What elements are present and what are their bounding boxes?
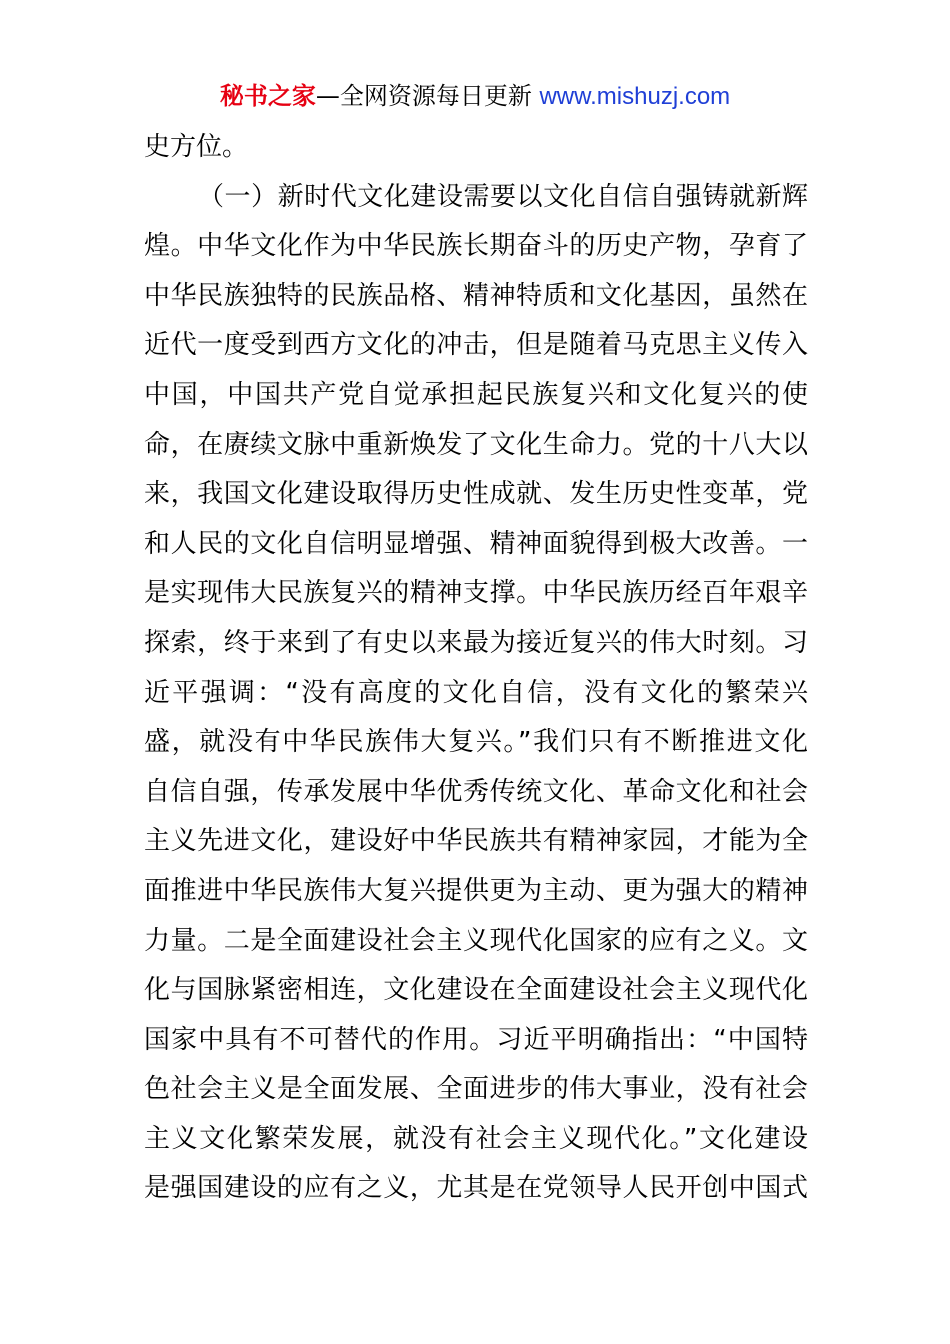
text-line: 来，我国文化建设取得历史性成就、发生历史性变革，党 — [144, 479, 808, 510]
text-line: 自信自强，传承发展中华优秀传统文化、革命文化和社会 — [144, 776, 808, 807]
text-line: 色社会主义是全面发展、全面进步的伟大事业，没有社会 — [144, 1074, 808, 1105]
document-body — [144, 123, 808, 1214]
text-line: 煌。中华文化作为中华民族长期奋斗的历史产物，孕育了 — [144, 231, 808, 262]
text-line: 国家中具有不可替代的作用。习近平明确指出：“中国特 — [144, 1024, 808, 1055]
text-line: 史方位。 — [144, 132, 249, 162]
text-line: 中华民族独特的民族品格、精神特质和文化基因，虽然在 — [144, 280, 808, 311]
site-brand: 秘书之家 — [219, 82, 316, 110]
text-line: 近平强调：“没有高度的文化自信，没有文化的繁荣兴 — [144, 677, 808, 708]
site-url[interactable]: www.mishuzj.com — [539, 83, 731, 110]
text-line: 中国，中国共产党自觉承担起民族复兴和文化复兴的使 — [144, 379, 808, 410]
text-line: 探索，终于来到了有史以来最为接近复兴的伟大时刻。习 — [144, 627, 808, 658]
text-line: 和人民的文化自信明显增强、精神面貌得到极大改善。一 — [144, 528, 808, 559]
text-line: 化与国脉紧密相连，文化建设在全面建设社会主义现代化 — [144, 975, 808, 1006]
text-line: 面推进中华民族伟大复兴提供更为主动、更为强大的精神 — [144, 875, 808, 906]
text-line: 主义先进文化，建设好中华民族共有精神家园，才能为全 — [144, 826, 808, 857]
text-line: 是强国建设的应有之义，尤其是在党领导人民开创中国式 — [144, 1173, 808, 1204]
text-line: 命，在赓续文脉中重新焕发了文化生命力。党的十八大以 — [144, 429, 808, 460]
text-line: 盛，就没有中华民族伟大复兴。”我们只有不断推进文化 — [144, 727, 808, 758]
text-line: 主义文化繁荣发展，就没有社会主义现代化。”文化建设 — [144, 1123, 808, 1154]
text-line: 是实现伟大民族复兴的精神支撑。中华民族历经百年艰辛 — [144, 578, 808, 609]
section-heading-line: （一）新时代文化建设需要以文化自信自强铸就新辉 — [198, 181, 808, 212]
site-header — [0, 80, 950, 113]
site-slogan: —全网资源每日更新 — [315, 82, 540, 110]
text-line: 力量。二是全面建设社会主义现代化国家的应有之义。文 — [144, 925, 808, 956]
text-line: 近代一度受到西方文化的冲击，但是随着马克思主义传入 — [144, 330, 808, 361]
